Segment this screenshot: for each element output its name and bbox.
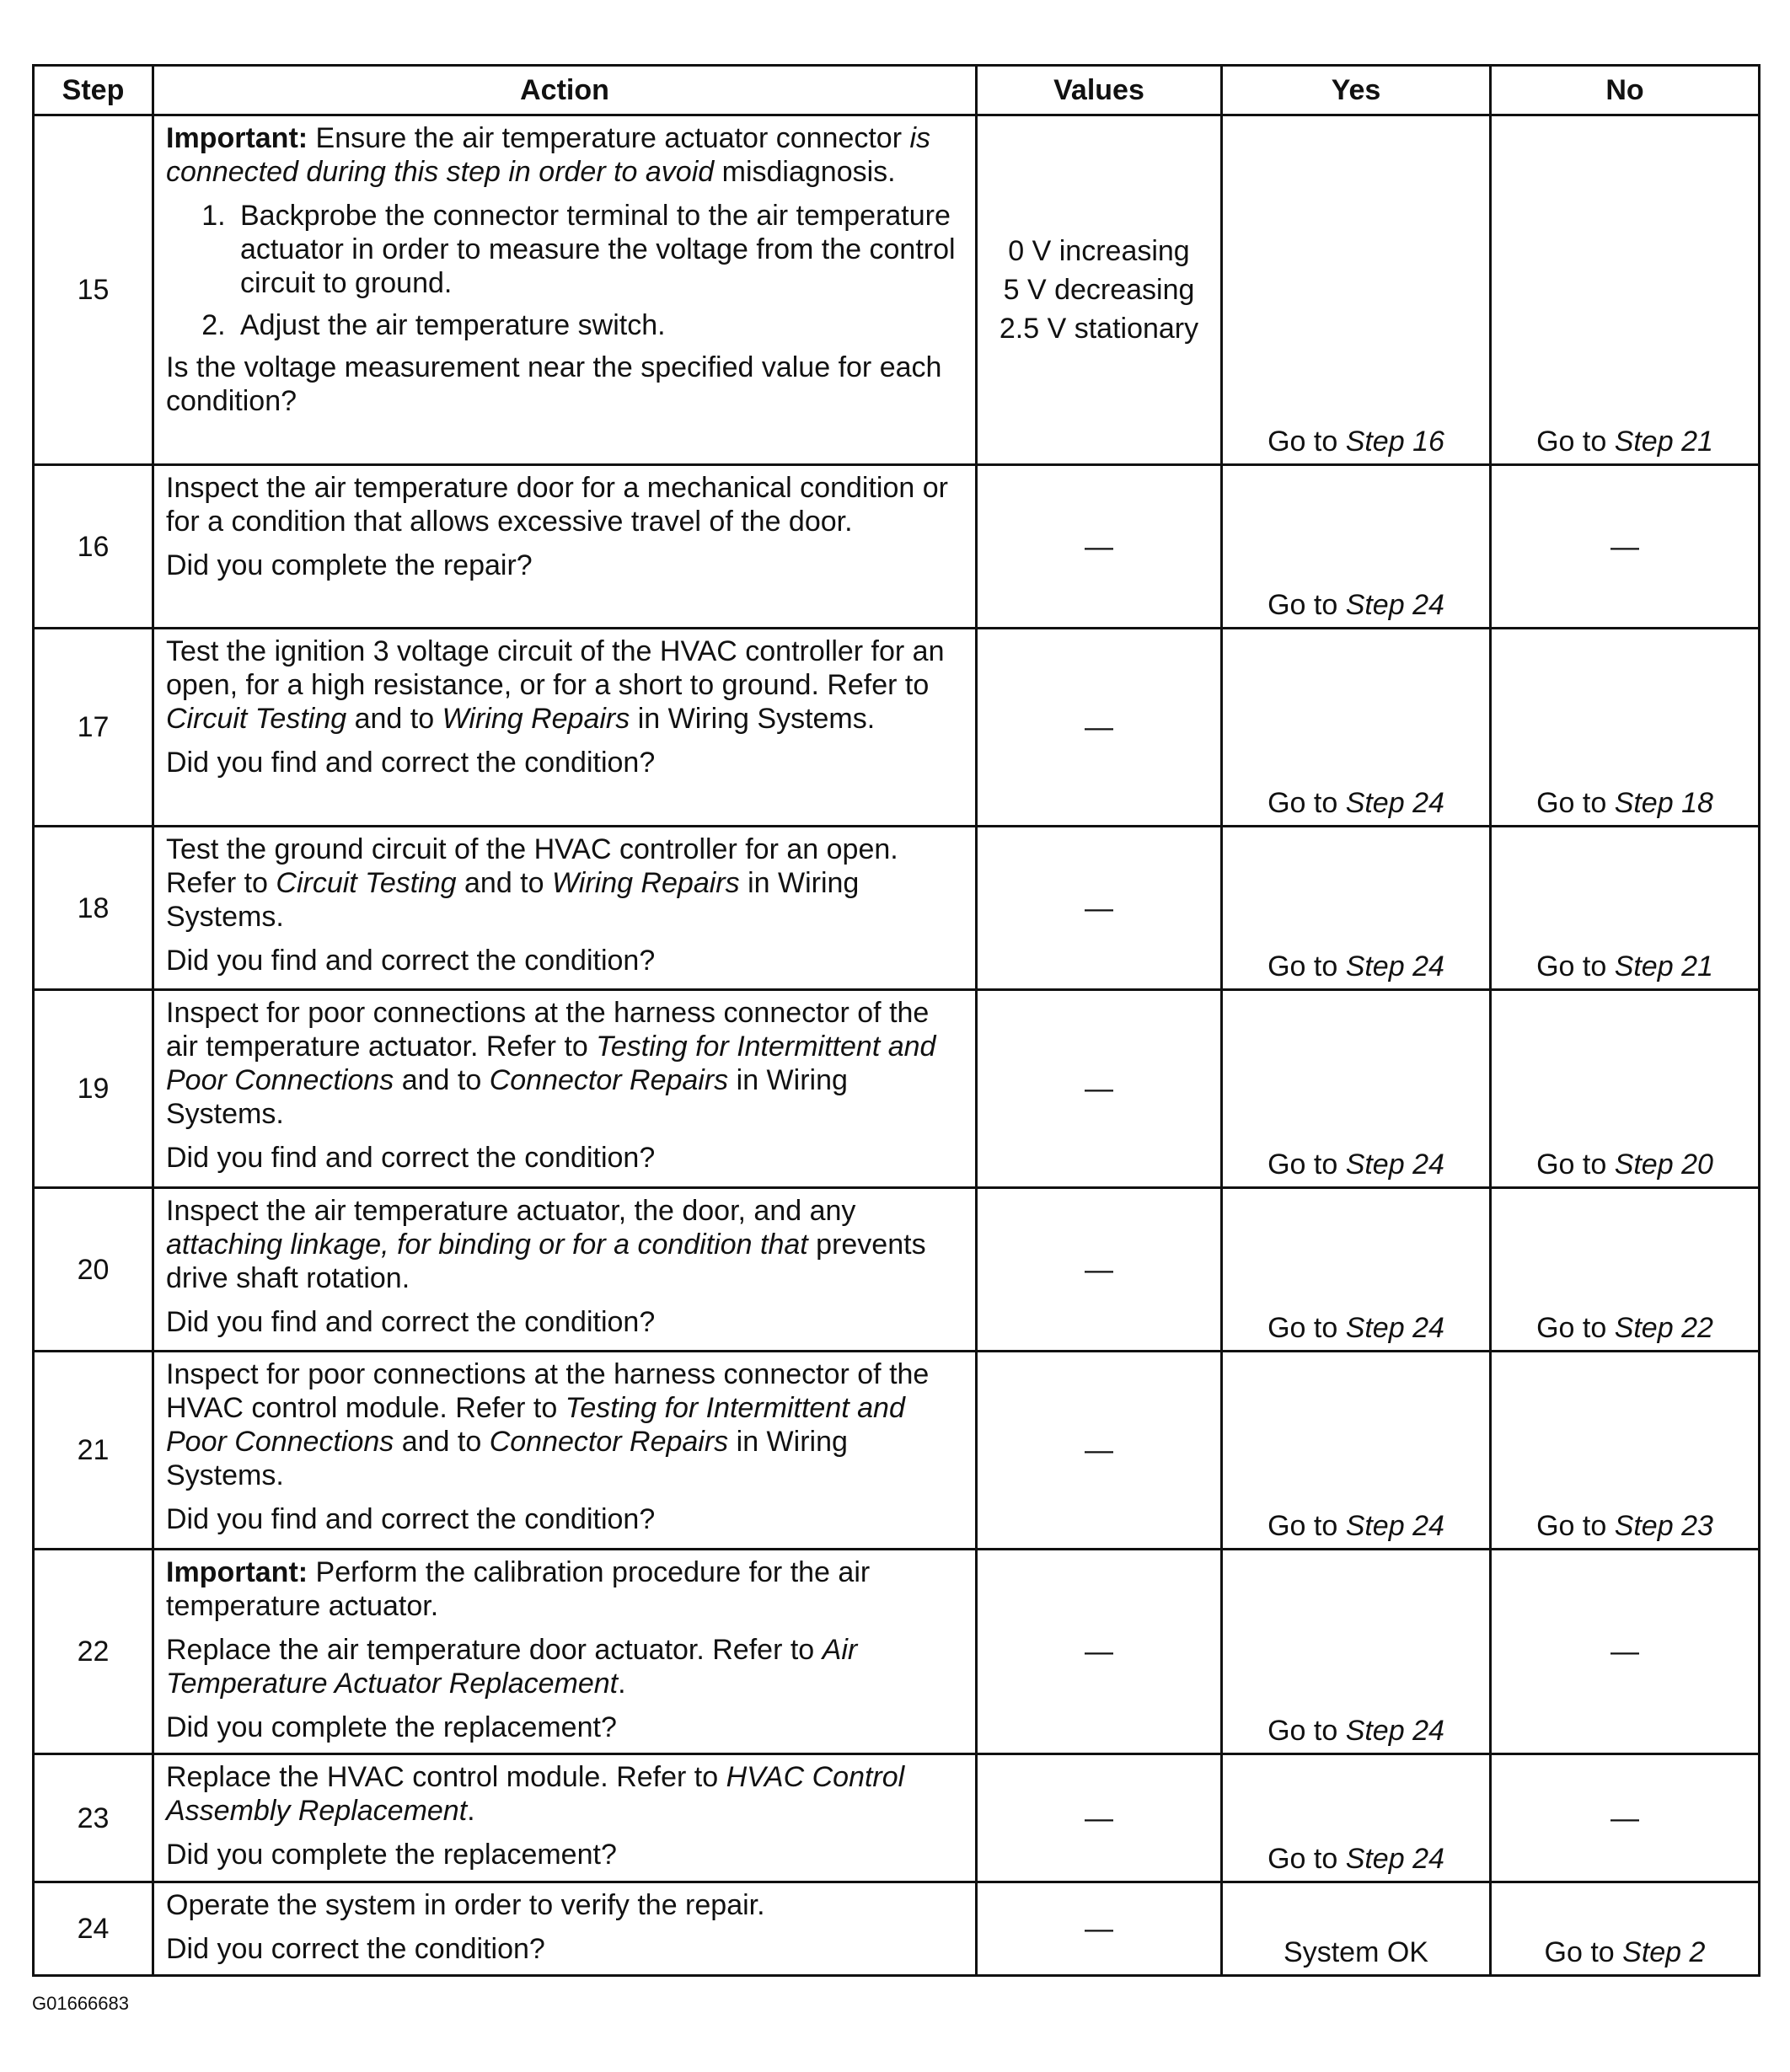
header-action: Action xyxy=(153,66,977,115)
no-step-ref: Step 22 xyxy=(1614,1312,1713,1344)
important-note: Important: Ensure the air temperature actuator connector is connected during this step in order to avoid misdiagnosis. xyxy=(166,122,931,188)
yes-cell: Go to Step 24 xyxy=(1222,1754,1491,1882)
yes-step-ref: Step 24 xyxy=(1345,1510,1444,1542)
table-row xyxy=(34,1188,1760,1352)
yes-cell: Go to Step 24 xyxy=(1222,1352,1491,1550)
values-cell: — xyxy=(977,827,1222,990)
step-number: 21 xyxy=(34,1352,153,1550)
reference-link: Connector Repairs xyxy=(489,1426,729,1458)
yes-step-ref: Step 24 xyxy=(1345,787,1444,819)
no-step-ref: Step 21 xyxy=(1614,950,1713,982)
action-cell xyxy=(153,827,977,990)
header-step: Step xyxy=(34,66,153,115)
yes-step-ref: Step 24 xyxy=(1345,1843,1444,1875)
table-row xyxy=(34,465,1760,629)
step-number: 18 xyxy=(34,827,153,990)
values-cell: — xyxy=(977,1754,1222,1882)
action-question: Did you complete the replacement? xyxy=(166,1711,617,1743)
important-label: Important: xyxy=(166,122,308,154)
table-row xyxy=(34,827,1760,990)
no-cell: Go to Step 2 xyxy=(1491,1882,1760,1976)
sub-step-list xyxy=(166,199,963,342)
yes-step-ref: Step 24 xyxy=(1345,1148,1444,1181)
action-question: Did you complete the repair? xyxy=(166,549,533,581)
diagnostic-steps-table xyxy=(32,64,1761,1977)
value-item: 2.5 V stationary xyxy=(999,313,1199,345)
yes-step-ref: Step 24 xyxy=(1345,950,1444,982)
yes-cell: System OK xyxy=(1222,1882,1491,1976)
no-cell: Go to Step 20 xyxy=(1491,990,1760,1188)
table-row xyxy=(34,629,1760,827)
table-row xyxy=(34,1550,1760,1754)
table-header-row xyxy=(34,66,1760,115)
reference-link: Testing for Intermittent and Poor Connections xyxy=(166,1031,936,1096)
important-note: Important: Perform the calibration procedure for the air temperature actuator. xyxy=(166,1556,871,1622)
yes-step-ref: Step 24 xyxy=(1345,1715,1444,1747)
no-cell: Go to Step 18 xyxy=(1491,629,1760,827)
values-cell: — xyxy=(977,990,1222,1188)
action-text: Inspect for poor connections at the harness connector of the HVAC control module. Refer to Testing for Intermittent and Poor Connections and to Connector Repairs in Wiring Systems. xyxy=(166,1358,930,1491)
values-cell: — xyxy=(977,629,1222,827)
yes-cell: Go to Step 16 xyxy=(1222,115,1491,465)
action-text: Inspect for poor connections at the harness connector of the air temperature actuator. Refer to Testing for Intermittent and Poor Connections and to Connector Repairs in Wiring Systems. xyxy=(166,997,936,1130)
no-cell: — xyxy=(1491,465,1760,629)
yes-cell: Go to Step 24 xyxy=(1222,465,1491,629)
table-row xyxy=(34,1882,1760,1976)
reference-link: Connector Repairs xyxy=(489,1064,729,1096)
reference-link: Circuit Testing xyxy=(276,867,457,899)
step-number: 22 xyxy=(34,1550,153,1754)
no-cell: Go to Step 21 xyxy=(1491,115,1760,465)
action-question: Did you find and correct the condition? xyxy=(166,747,656,779)
header-yes: Yes xyxy=(1222,66,1491,115)
action-cell xyxy=(153,1352,977,1550)
action-question: Did you find and correct the condition? xyxy=(166,1142,656,1174)
no-step-ref: Step 21 xyxy=(1614,426,1713,458)
action-text: Inspect the air temperature actuator, the door, and any attaching linkage, for binding or for a condition that prevents drive shaft rotation. xyxy=(166,1195,926,1294)
values-cell: — xyxy=(977,465,1222,629)
action-question: Did you find and correct the condition? xyxy=(166,945,656,977)
no-step-ref: Step 20 xyxy=(1614,1148,1713,1181)
action-question: Did you find and correct the condition? xyxy=(166,1306,656,1338)
step-number: 20 xyxy=(34,1188,153,1352)
action-cell xyxy=(153,990,977,1188)
yes-cell: Go to Step 24 xyxy=(1222,827,1491,990)
action-text: Operate the system in order to verify the repair. xyxy=(166,1889,765,1921)
no-step-ref: Step 2 xyxy=(1622,1936,1706,1968)
step-number: 19 xyxy=(34,990,153,1188)
table-row xyxy=(34,1754,1760,1882)
action-text: Inspect the air temperature door for a mechanical condition or for a condition that allows excessive travel of the door. xyxy=(166,472,948,538)
yes-step-ref: Step 16 xyxy=(1345,426,1444,458)
step-number: 24 xyxy=(34,1882,153,1976)
yes-cell: Go to Step 24 xyxy=(1222,1188,1491,1352)
values-cell: — xyxy=(977,1882,1222,1976)
sub-step: 2. Adjust the air temperature switch. xyxy=(233,308,963,342)
reference-link: Testing for Intermittent and Poor Connections xyxy=(166,1392,905,1458)
no-cell: Go to Step 23 xyxy=(1491,1352,1760,1550)
reference-link: Wiring Repairs xyxy=(551,867,740,899)
action-cell xyxy=(153,1754,977,1882)
figure-id: G01666683 xyxy=(32,1993,129,2014)
step-number: 16 xyxy=(34,465,153,629)
action-text: Test the ground circuit of the HVAC controller for an open. Refer to Circuit Testing and to Wiring Repairs in Wiring Systems. xyxy=(166,833,898,933)
action-cell xyxy=(153,465,977,629)
no-step-ref: Step 18 xyxy=(1614,787,1713,819)
action-question: Did you correct the condition? xyxy=(166,1933,545,1965)
action-cell xyxy=(153,1188,977,1352)
values-cell: — xyxy=(977,1352,1222,1550)
reference-link: Circuit Testing xyxy=(166,703,347,735)
action-text: Test the ignition 3 voltage circuit of the HVAC controller for an open, for a high resistance, or for a short to ground. Refer to Circuit Testing and to Wiring Repairs in Wiring Systems. xyxy=(166,635,945,735)
reference-link: Air Temperature Actuator Replacement xyxy=(166,1634,858,1700)
sub-step: 1. Backprobe the connector terminal to the air temperature actuator in order to measure the voltage from the control circuit to ground. xyxy=(233,199,963,300)
action-cell xyxy=(153,115,977,465)
action-cell xyxy=(153,1882,977,1976)
yes-cell: Go to Step 24 xyxy=(1222,629,1491,827)
yes-cell: Go to Step 24 xyxy=(1222,990,1491,1188)
action-text: Replace the HVAC control module. Refer to HVAC Control Assembly Replacement. xyxy=(166,1761,905,1827)
values-cell xyxy=(977,115,1222,465)
action-cell xyxy=(153,629,977,827)
step-number: 15 xyxy=(34,115,153,465)
table-row xyxy=(34,990,1760,1188)
action-question: Did you complete the replacement? xyxy=(166,1839,617,1871)
header-values: Values xyxy=(977,66,1222,115)
no-cell: Go to Step 21 xyxy=(1491,827,1760,990)
values-cell: — xyxy=(977,1188,1222,1352)
step-number: 23 xyxy=(34,1754,153,1882)
yes-cell: Go to Step 24 xyxy=(1222,1550,1491,1754)
no-cell: — xyxy=(1491,1754,1760,1882)
table-row xyxy=(34,115,1760,465)
header-no: No xyxy=(1491,66,1760,115)
reference-link: HVAC Control Assembly Replacement xyxy=(166,1761,905,1827)
action-text: Replace the air temperature door actuator. Refer to Air Temperature Actuator Replacement. xyxy=(166,1634,858,1700)
value-item: 5 V decreasing xyxy=(1003,274,1195,306)
important-label: Important: xyxy=(166,1556,308,1588)
values-cell: — xyxy=(977,1550,1222,1754)
no-step-ref: Step 23 xyxy=(1614,1510,1713,1542)
value-item: 0 V increasing xyxy=(1008,235,1190,267)
action-cell xyxy=(153,1550,977,1754)
reference-link: Wiring Repairs xyxy=(442,703,630,735)
table-row xyxy=(34,1352,1760,1550)
yes-step-ref: Step 24 xyxy=(1345,1312,1444,1344)
step-number: 17 xyxy=(34,629,153,827)
no-cell: Go to Step 22 xyxy=(1491,1188,1760,1352)
action-question: Is the voltage measurement near the specified value for each condition? xyxy=(166,351,942,417)
no-cell: — xyxy=(1491,1550,1760,1754)
yes-step-ref: Step 24 xyxy=(1345,589,1444,621)
action-question: Did you find and correct the condition? xyxy=(166,1503,656,1535)
